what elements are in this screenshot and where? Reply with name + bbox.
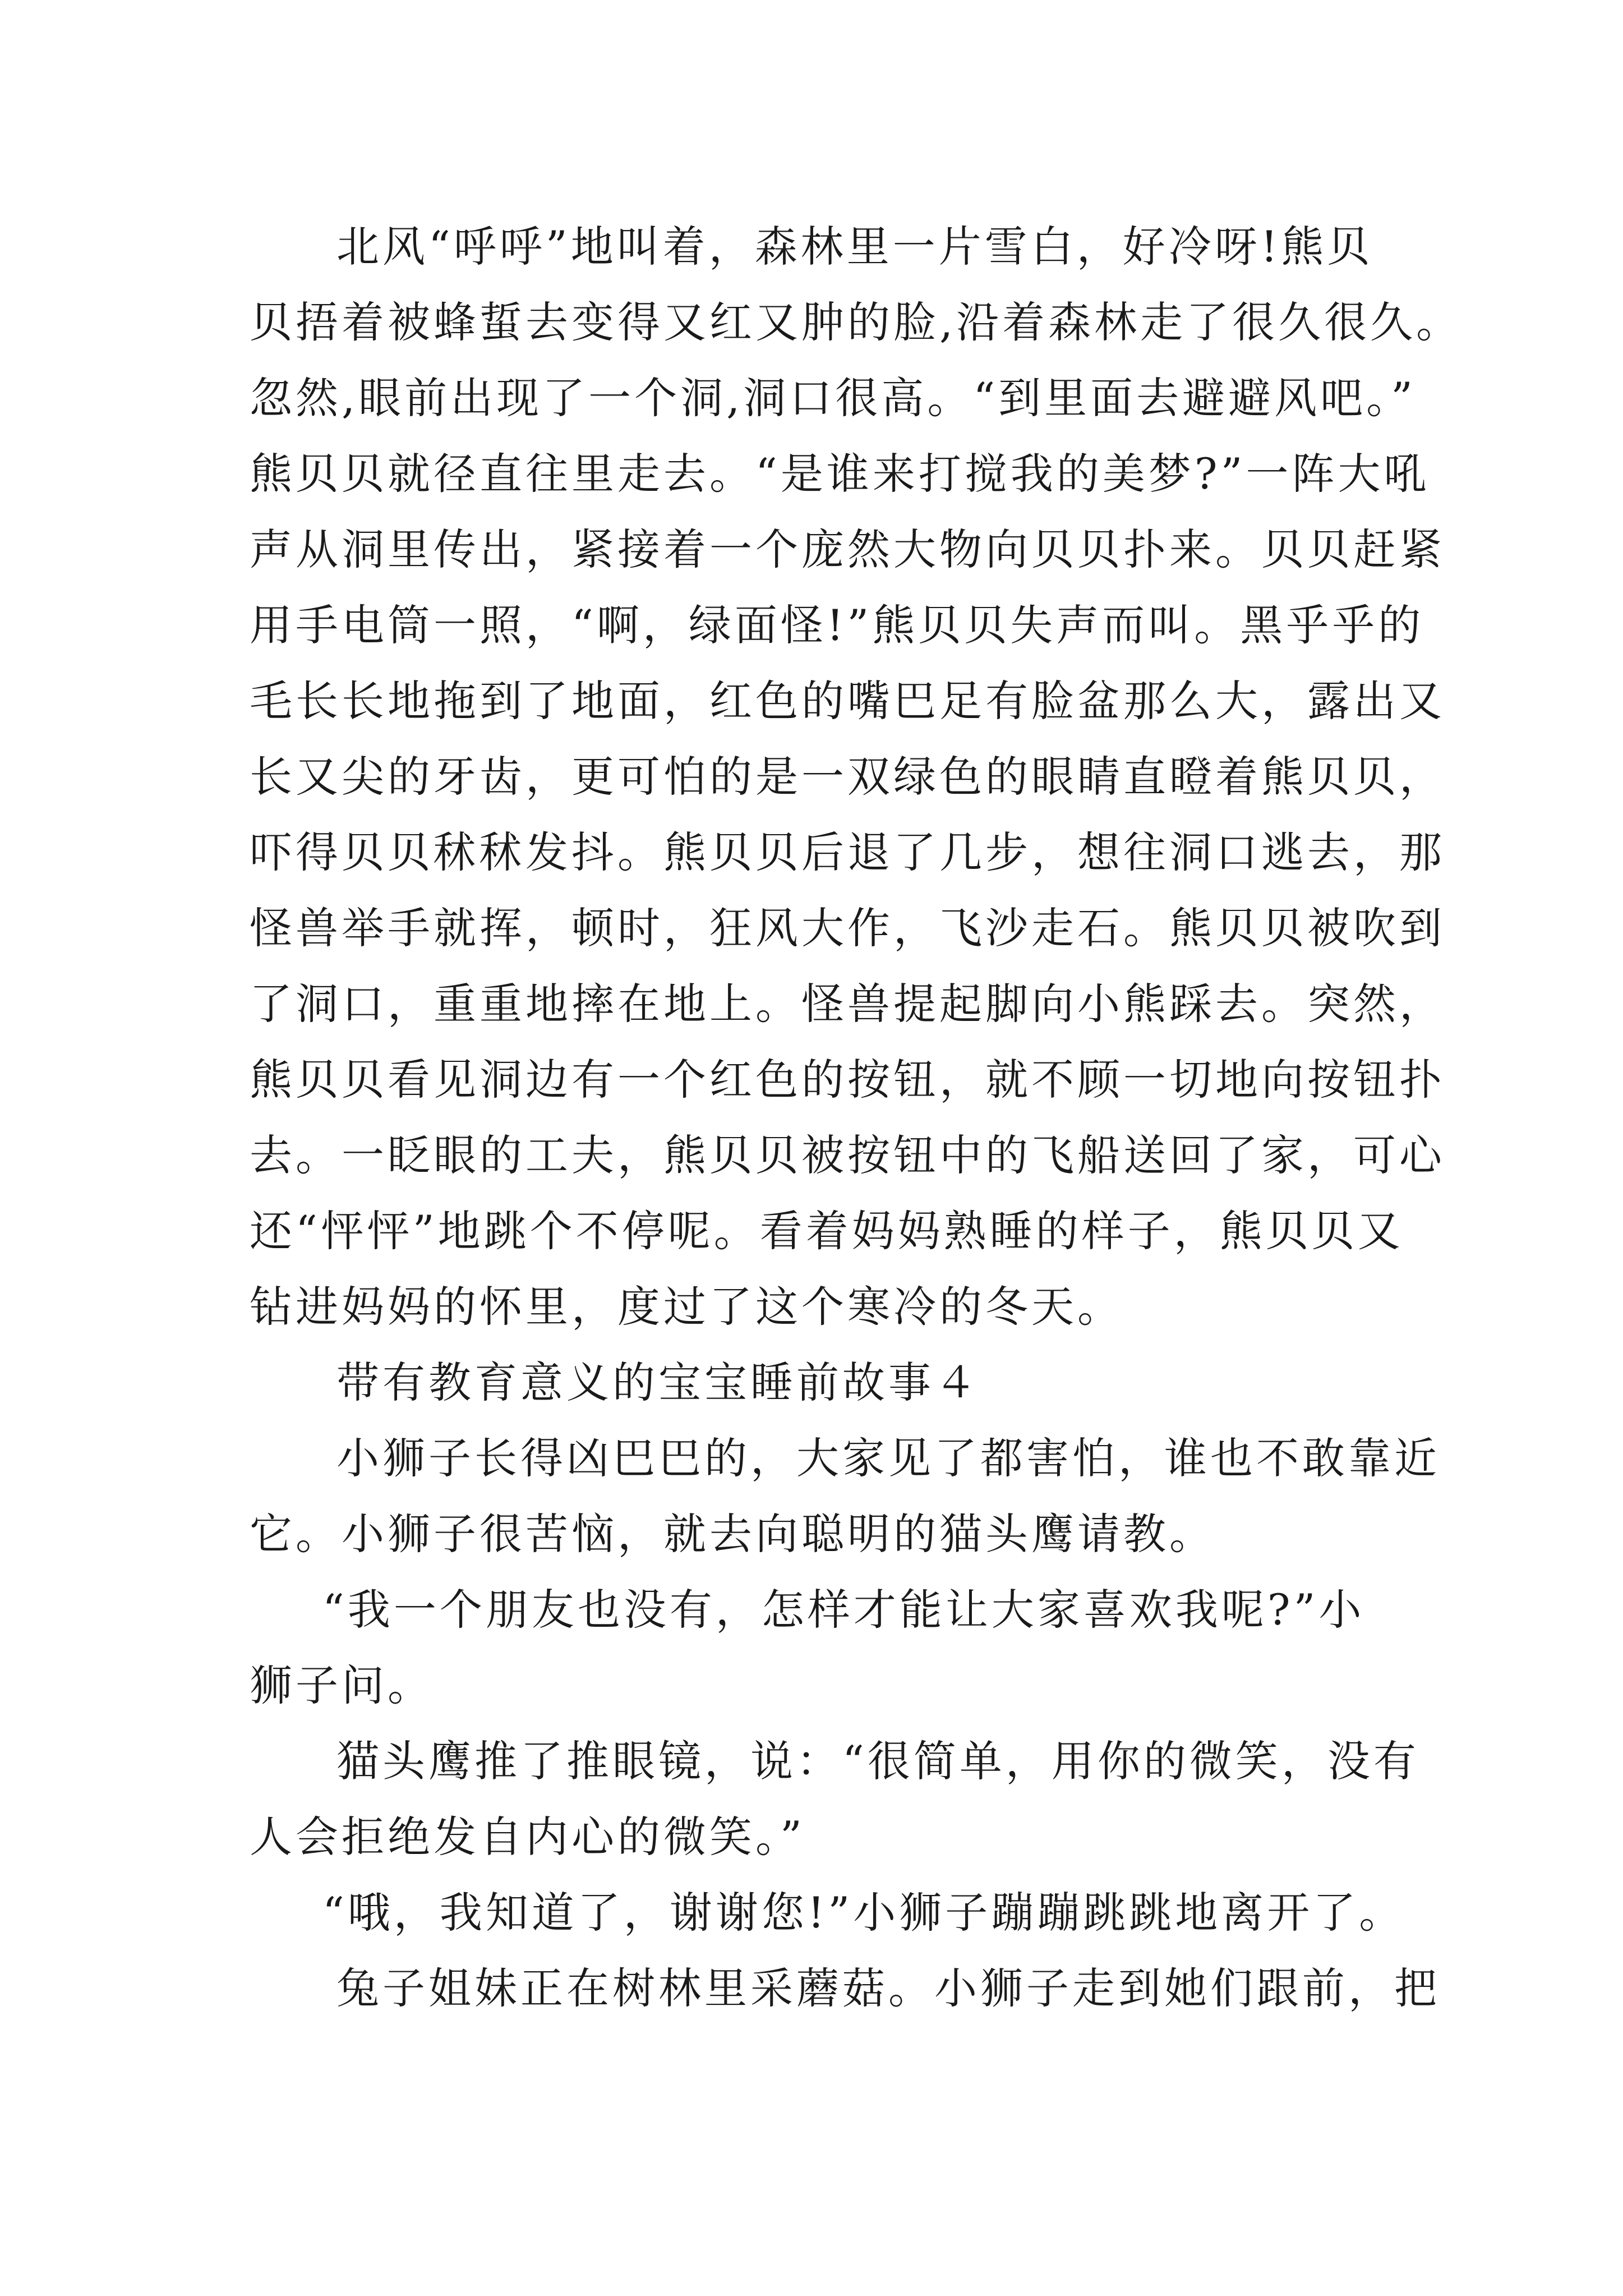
text-line: “我一个朋友也没有，怎样才能让大家喜欢我呢?”小 — [322, 1585, 1365, 1635]
text-line: 吓得贝贝秫秫发抖。熊贝贝后退了几步，想往洞口逃去，那 — [250, 827, 1445, 877]
text-line: 长又尖的牙齿，更可怕的是一双绿色的眼睛直瞪着熊贝贝， — [250, 752, 1445, 802]
text-line: 钻进妈妈的怀里，度过了这个寒冷的冬天。 — [250, 1282, 1123, 1332]
text-line: 还“怦怦”地跳个不停呢。看着妈妈熟睡的样子，熊贝贝又 — [250, 1206, 1404, 1256]
text-line: 用手电筒一照，“啊，绿面怪!”熊贝贝失声而叫。黑乎乎的 — [250, 600, 1424, 650]
text-line: 猫头鹰推了推眼镜，说：“很简单，用你的微笑，没有 — [336, 1736, 1419, 1786]
text-line: 狮子问。 — [250, 1660, 434, 1710]
text-line: 兔子姐妹正在树林里采蘑菇。小狮子走到她们跟前，把 — [336, 1963, 1440, 2013]
text-line: 北风“呼呼”地叫着，森林里一片雪白，好冷呀!熊贝 — [336, 222, 1373, 272]
text-line: 贝捂着被蜂蜇去变得又红又肿的脸,沿着森林走了很久很久。 — [250, 297, 1463, 347]
text-line: 去。一眨眼的工夫，熊贝贝被按钮中的飞船送回了家，可心 — [250, 1130, 1445, 1180]
text-line: 小狮子长得凶巴巴的，大家见了都害怕，谁也不敢靠近 — [336, 1433, 1440, 1483]
text-line: 熊贝贝就径直往里走去。“是谁来打搅我的美梦?”一阵大吼 — [250, 449, 1430, 499]
text-line: 怪兽举手就挥，顿时，狂风大作，飞沙走石。熊贝贝被吹到 — [250, 903, 1445, 953]
text-line: “哦，我知道了，谢谢您!”小狮子蹦蹦跳跳地离开了。 — [322, 1888, 1405, 1938]
text-line: 毛长长地拖到了地面，红色的嘴巴足有脸盆那么大，露出又 — [250, 676, 1445, 726]
text-line: 声从洞里传出，紧接着一个庞然大物向贝贝扑来。贝贝赶紧 — [250, 524, 1445, 574]
story-text — [250, 209, 1463, 2026]
text-line: 人会拒绝发自内心的微笑。” — [250, 1812, 805, 1862]
section-heading: 带有教育意义的宝宝睡前故事４ — [336, 1358, 980, 1407]
text-line: 熊贝贝看见洞边有一个红色的按钮，就不顾一切地向按钮扑 — [250, 1055, 1445, 1105]
text-line: 忽然,眼前出现了一个洞,洞口很高。“到里面去避避风吧。” — [250, 373, 1417, 423]
text-line: 了洞口，重重地摔在地上。怪兽提起脚向小熊踩去。突然， — [250, 979, 1445, 1029]
text-line: 它。小狮子很苦恼，就去向聪明的猫头鹰请教。 — [250, 1509, 1215, 1559]
